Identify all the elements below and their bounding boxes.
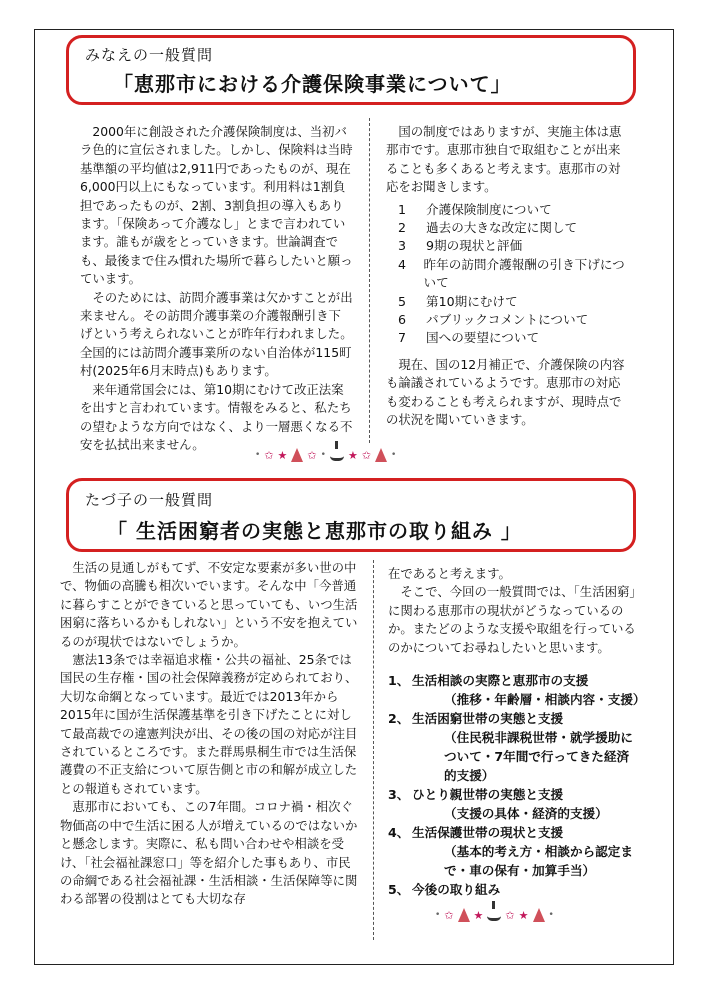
section2-column-left [60, 559, 360, 909]
list-item: 6 パブリックコメントについて [398, 312, 589, 328]
cake-icon [487, 909, 501, 921]
section1-title-box [66, 35, 636, 105]
section1-author: みなえの一般質問 [85, 46, 214, 64]
list-item: 3 9期の現状と評価 [398, 238, 523, 254]
section1-title: 「恵那市における介護保険事業について」 [113, 72, 512, 96]
list-item: 2 過去の大きな改定に関して [398, 220, 578, 236]
star-icon: ✩ [264, 448, 274, 462]
section2-title: 「 生活困窮者の実態と恵那市の取り組み 」 [107, 519, 522, 543]
dot-icon: • [255, 450, 261, 460]
decorative-divider [255, 448, 396, 462]
section2-question-list [388, 671, 646, 899]
section2-continuation: 在であると考えます。 [388, 566, 511, 581]
section1-paragraph: そのためには、訪問介護事業は欠かすことが出来ません。その訪問介護事業の介護報酬引き下げという考えられないことが昨年行われました。全国的には訪問介護事業所のない自治体が115町村(2025年6月末時点)もあります。 [80, 289, 353, 379]
section1-paragraph: 2000年に創設された介護保険制度は、当初バラ色的に宣伝されました。しかし、保険料は当時基準額の平均値は2,911円であったものが、現在6,000円以上にもなっています。利用料は1割負担であったものが、2割、3割負担の導入もあります。「保険あって介護なし」とまで言われています。誰もが歳をとっていきます。世論調査でも、最後まで住み慣れた場所で暮らしたいと願っています。 [80, 124, 353, 287]
list-item: 2、 生活困窮世帯の実態と支援 （住民税非課税世帯・就学援助について・7年間で行ってきた経済的支援） [388, 711, 633, 784]
column-divider [369, 118, 370, 443]
dot-icon: • [548, 910, 554, 920]
dot-icon: • [391, 450, 397, 460]
section1-column-left [80, 123, 353, 454]
list-item: 1 介護保険制度について [398, 201, 552, 217]
party-hat-icon [458, 908, 470, 922]
column-divider [373, 560, 374, 940]
list-item: 5、 今後の取り組み [388, 882, 501, 898]
cake-icon [330, 449, 344, 461]
section2-column-right [388, 565, 646, 899]
decorative-divider [435, 908, 554, 922]
list-item: 3、 ひとり親世帯の実態と支援 （支援の具体・経済的支援） [388, 787, 608, 822]
section2-paragraph: 生活の見通しがもてず、不安定な要素が多い世の中で、物価の高騰も相次いでいます。そんな中「今普通に暮らすことができていると思っていても、いつ生活困窮に落ちいるかもしれない」という不安を抱えているのが現状ではないでしょうか。 [60, 560, 358, 649]
list-item: 4 昨年の訪問介護報酬の引き下げについて [398, 256, 625, 291]
section2-author: たづ子の一般質問 [85, 491, 214, 509]
party-hat-icon [291, 448, 303, 462]
dot-icon: • [435, 910, 441, 920]
section1-column-right [386, 123, 630, 430]
dot-icon: • [320, 450, 326, 460]
party-hat-icon [533, 908, 545, 922]
star-icon: ★ [473, 908, 484, 922]
star-icon: ★ [277, 448, 288, 462]
section2-paragraph: 恵那市においても、この7年間。コロナ禍・相次ぐ物価高の中で生活に困る人が増えているのではないかと懸念します。実際に、私も問い合わせや相談を受け、「社会福祉課窓口」等を紹介した事もあり、市民の命綱である社会福祉課・生活相談・生活保障等に関わる部署の役割はとても大切な存 [60, 799, 358, 907]
star-icon: ✩ [444, 908, 454, 922]
section2-title-box [66, 478, 636, 552]
section1-outro: 現在、国の12月補正で、介護保険の内容も論議されているようです。恵那市の対応も変わることも考えられますが、現時点での状況を聞いていきます。 [386, 356, 625, 428]
list-item: 1、 生活相談の実際と恵那市の支援 （推移・年齢層・相談内容・支援） [388, 673, 646, 708]
section1-intro: 国の制度ではありますが、実施主体は恵那市です。恵那市独自で取組むことが出来ることも多くあると考えます。恵那市の対応をお聞きします。 [386, 124, 622, 195]
star-icon: ★ [518, 908, 529, 922]
star-icon: ✩ [361, 448, 372, 462]
list-item: 7 国への要望について [398, 330, 540, 346]
section1-paragraph: 来年通常国会には、第10期にむけて改正法案を出すと言われています。情報をみると、私たちの望むような方向ではなく、より一層悪くなる不安を払拭出来ません。 [80, 381, 353, 452]
party-hat-icon [375, 448, 387, 462]
section1-question-list [386, 201, 630, 348]
star-icon: ★ [347, 448, 358, 462]
section2-intro: そこで、今回の一般質問では、「生活困窮」に関わる恵那市の現状がどうなっているのか。またどのような支援や取組を行っているのかについてお尋ねしたいと思います。 [388, 584, 636, 655]
star-icon: ✩ [307, 448, 317, 462]
star-icon: ✩ [505, 908, 515, 922]
list-item: 5 第10期にむけて [398, 293, 518, 309]
list-item: 4、 生活保護世帯の現状と支援 （基本的考え方・相談から認定まで・車の保有・加算手当） [388, 825, 633, 879]
section2-paragraph: 憲法13条では幸福追求権・公共の福祉、25条では国民の生存権・国の社会保障義務が定められており、大切な命綱となっています。最近では2013年から2015年に国が生活保護基準を引き下げたことに対して最高裁での違憲判決が出、その後の国の対応が注目されているところです。また群馬県桐生市では生活保護費の不正支給について原告側と市の和解が成立したとの報道もされています。 [60, 652, 358, 796]
